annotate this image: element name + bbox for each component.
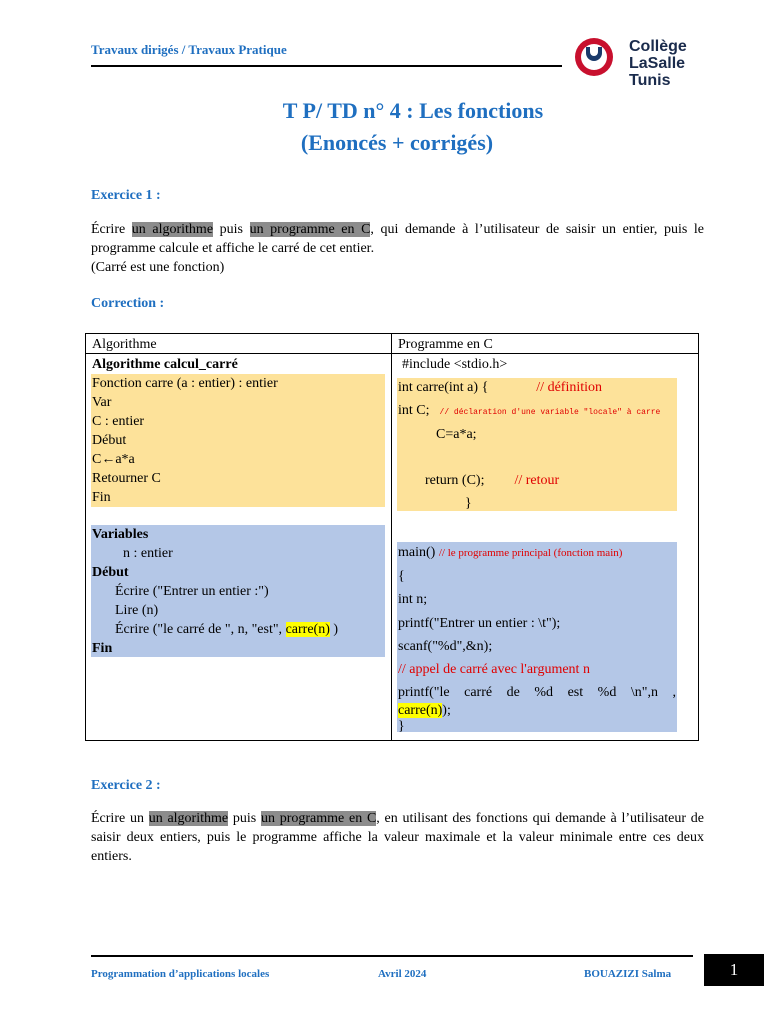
correction-heading: Correction : [91, 296, 165, 311]
logo-emblem-icon [575, 38, 613, 76]
prog-main-block: main() // le programme principal (fonction main) { int n; printf("Entrer un entier : \t"); scanf("%d",&n); // appel de carré avec l'argument n printf("le carré de %d est %d \n",n , carre(n)); } [397, 542, 677, 732]
footer-author: BOUAZIZI Salma [584, 968, 672, 980]
col-header-algorithme: Algorithme [92, 337, 157, 352]
algo-main-block: Variables n : entier Début Écrire ("Entrer un entier :") Lire (n) Écrire ("le carré de ", n, "est", carre(n) ) Fin [91, 525, 385, 657]
exercice2-heading: Exercice 2 : [91, 778, 161, 793]
exercice2-statement: Écrire un un algorithme puis un programme en C, en utilisant des fonctions qui demande à l’utilisateur de saisir deux entiers, puis le programme affiche la valeur maximale et la valeur minimale entre ces deux entiers. [91, 811, 704, 864]
footer-date: Avril 2024 [378, 968, 427, 980]
algo-function-block: Fonction carre (a : entier) : entier Var C : entier Début C←a*a Retourner C Fin [91, 374, 385, 507]
college-logo [575, 36, 725, 89]
logo-text: Collège LaSalle Tunis [629, 38, 687, 89]
highlight-algorithme-2: un algorithme [148, 811, 229, 826]
highlight-carre-call-c: carre(n) [398, 703, 443, 718]
page-number: 1 [704, 954, 764, 986]
prog-include: #include <stdio.h> [402, 357, 508, 372]
exercice1-heading: Exercice 1 : [91, 188, 161, 203]
correction-table [85, 333, 699, 741]
highlight-carre-call: carre(n) [285, 622, 330, 637]
algo-title: Algorithme calcul_carré [92, 357, 238, 372]
highlight-programme: un programme en C [249, 222, 371, 237]
highlight-programme-2: un programme en C [260, 811, 377, 826]
col-header-programme: Programme en C [398, 337, 493, 352]
header-title: Travaux dirigés / Travaux Pratique [91, 42, 287, 57]
header-divider [91, 65, 562, 67]
doc-title-line1: T P/ TD n° 4 : Les fonctions [282, 98, 544, 123]
highlight-algorithme: un algorithme [131, 222, 214, 237]
exercice1-statement: Écrire un algorithme puis un programme en C, qui demande à l’utilisateur de saisir un entier, puis le programme calcule et affiche le carré de cet entier. (Carré est une fonction) [91, 222, 704, 275]
prog-function-block: int carre(int a) { // définition int C; // déclaration d'une variable "locale" à carre C=a*a; return (C); // retour } [397, 378, 677, 511]
footer-course: Programmation d’applications locales [91, 968, 270, 980]
doc-title-line2: (Enoncés + corrigés) [300, 130, 494, 155]
footer-divider [91, 955, 693, 957]
